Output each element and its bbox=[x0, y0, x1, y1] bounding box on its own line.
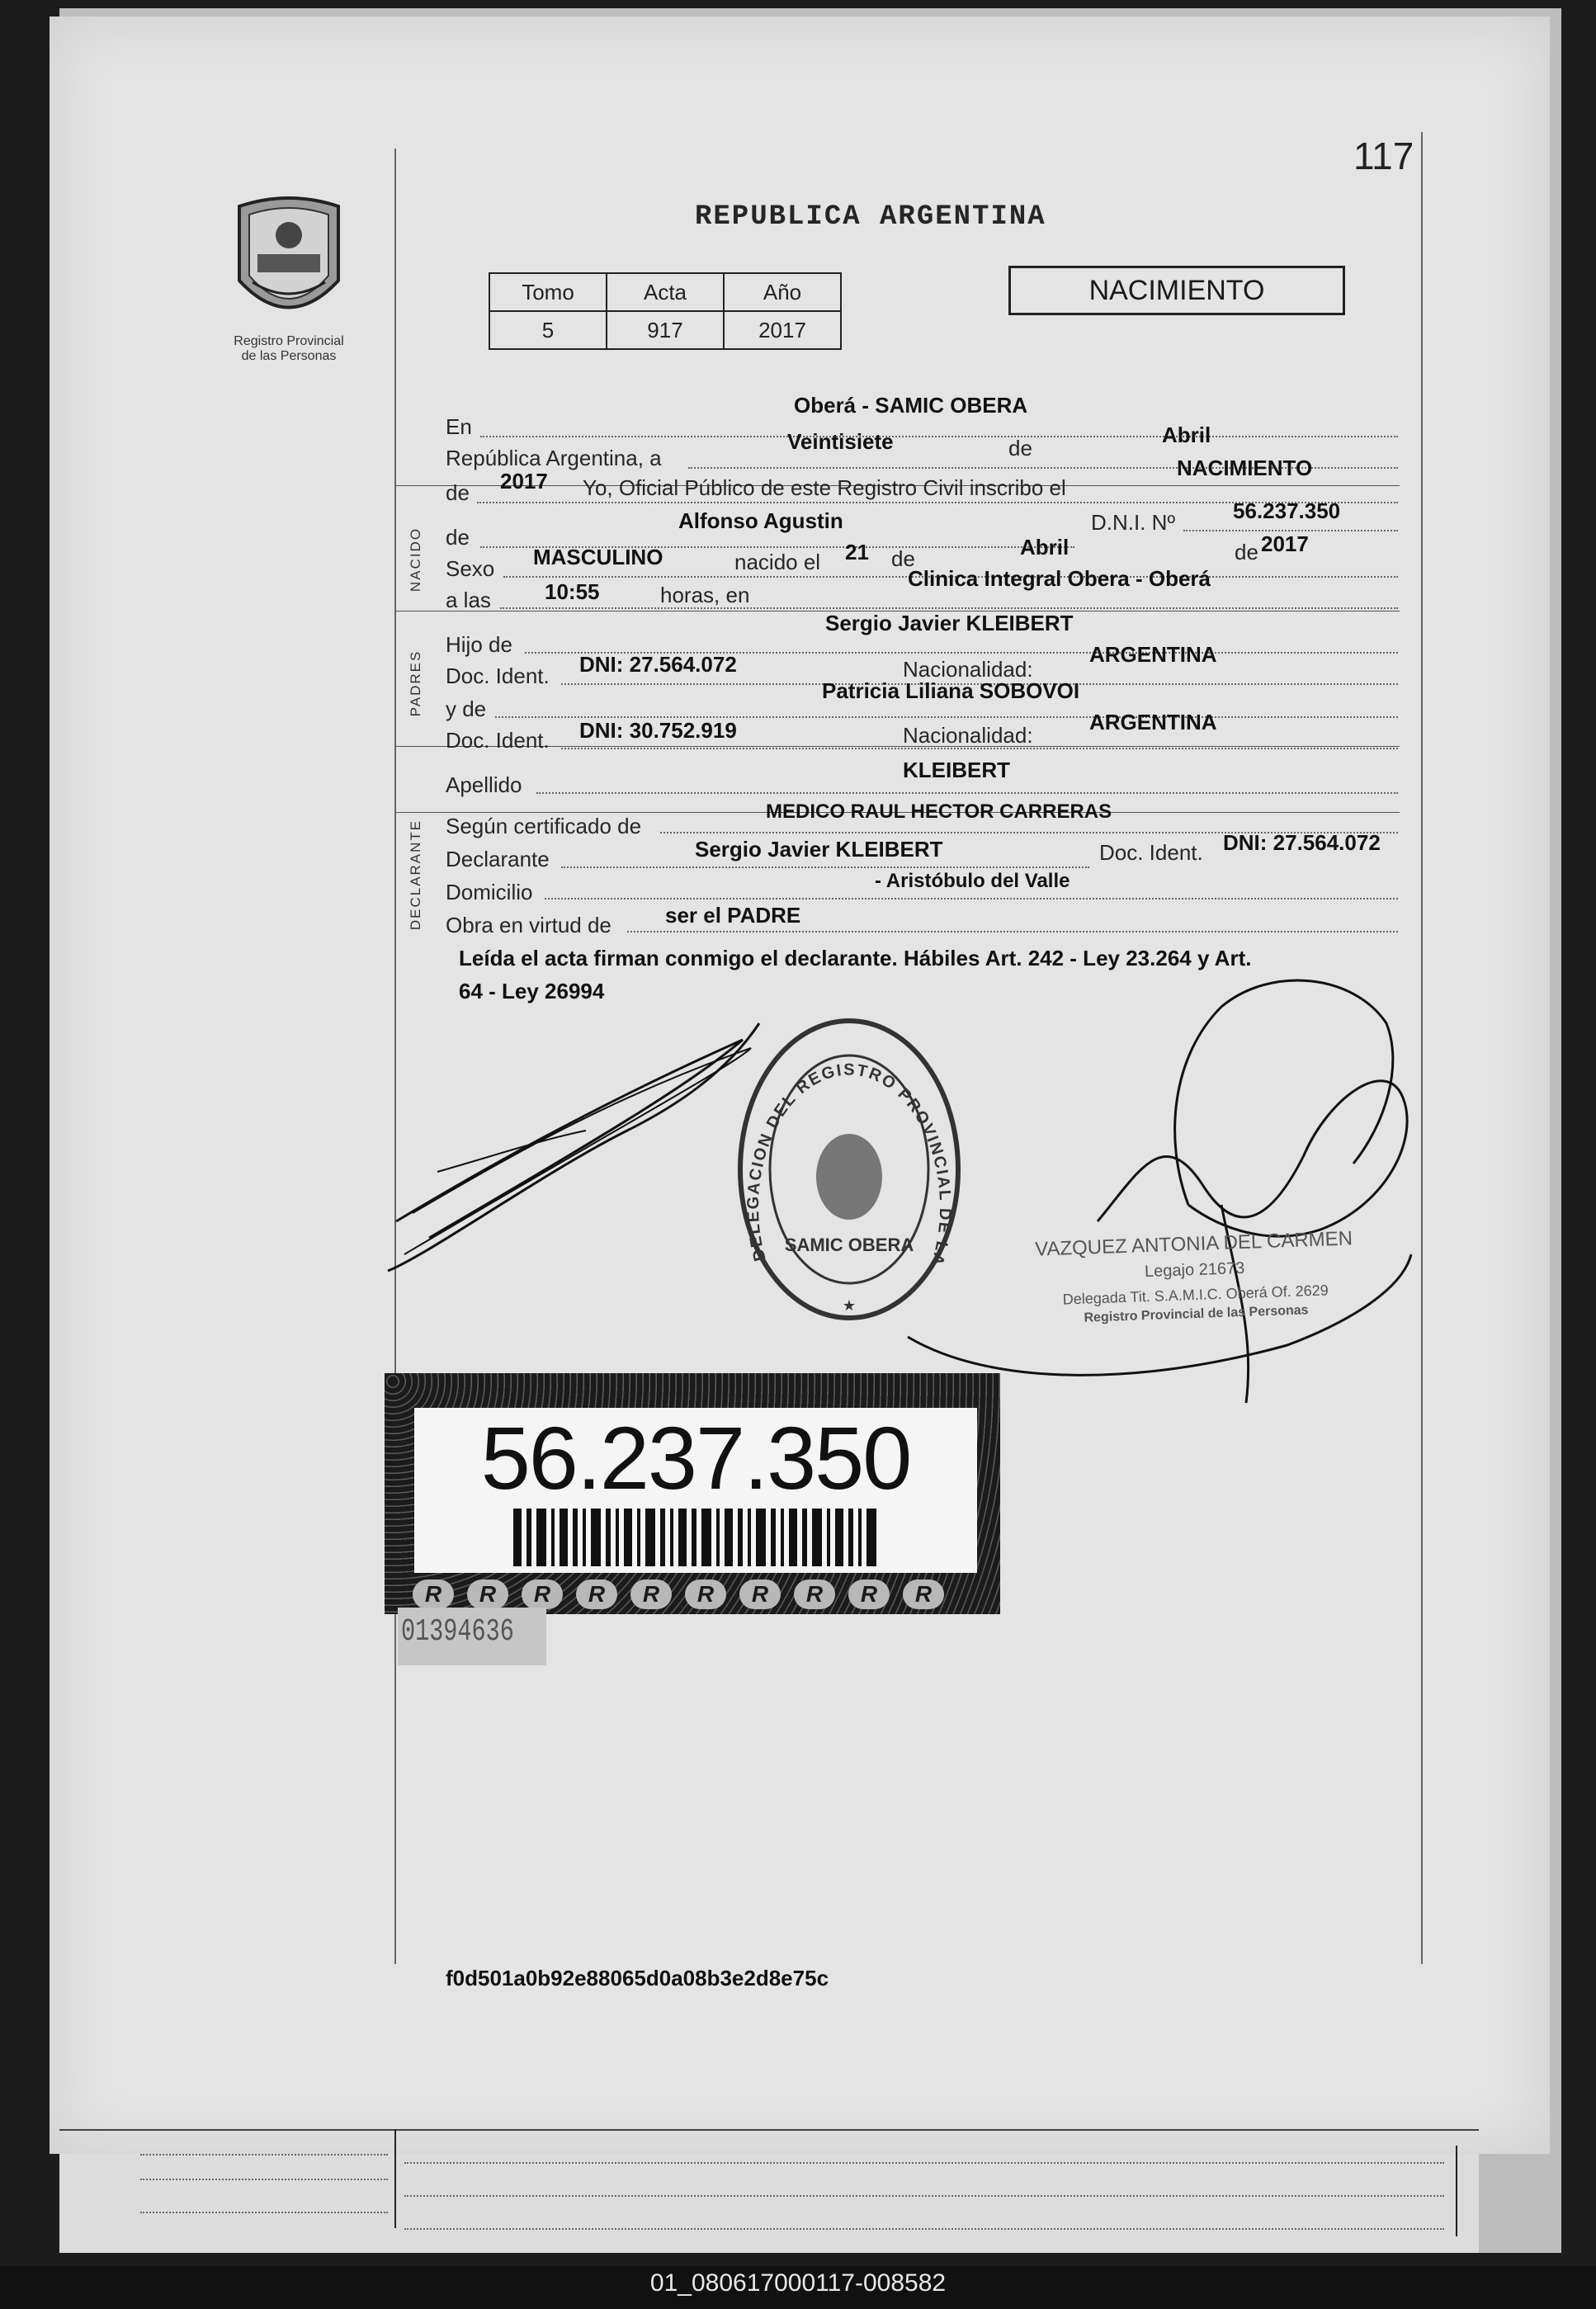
act-type-box: NACIMIENTO bbox=[1008, 266, 1345, 315]
value-madre: Patricia Liliana SOBOVOI bbox=[822, 678, 1080, 703]
stamp-line1: VAZQUEZ ANTONIA DEL CARMEN bbox=[1034, 1227, 1353, 1261]
logo-caption-line2: de las Personas bbox=[241, 349, 337, 363]
label-nacido-el: nacido el bbox=[734, 550, 821, 574]
barcode-r-mark-7: R bbox=[739, 1579, 781, 1609]
label-horas-en: horas, en bbox=[660, 583, 750, 607]
stamp-line4: Registro Provincial de las Personas bbox=[1084, 1303, 1309, 1325]
value-padre-doc: DNI: 27.564.072 bbox=[579, 652, 737, 677]
bottom-strip-divider-right bbox=[1456, 2146, 1457, 2236]
value-nombre: Alfonso Agustin bbox=[678, 508, 843, 533]
province-logo bbox=[223, 190, 355, 380]
label-de: de bbox=[1008, 436, 1032, 460]
barcode-r-mark-8: R bbox=[794, 1579, 835, 1609]
label-sexo: Sexo bbox=[446, 556, 495, 581]
label-segun-certificado: Según certificado de bbox=[446, 814, 642, 838]
label-en: En bbox=[446, 414, 472, 439]
bottom-dots-3 bbox=[140, 2212, 388, 2213]
bottom-dots-2 bbox=[140, 2179, 388, 2180]
svg-text:★: ★ bbox=[842, 1297, 857, 1314]
table-value-anio: 2017 bbox=[724, 311, 841, 349]
label-doc-ident-declarante: Doc. Ident. bbox=[1099, 840, 1203, 865]
bottom-dots-4 bbox=[404, 2162, 1444, 2164]
bottom-dots-6 bbox=[404, 2228, 1444, 2230]
value-certificado: MEDICO RAUL HECTOR CARRERAS bbox=[766, 800, 1112, 823]
table-value-acta: 917 bbox=[607, 311, 724, 349]
label-de-mes: de bbox=[891, 546, 915, 571]
value-mes: Abril bbox=[1162, 423, 1211, 447]
section-label-declarante: DECLARANTE bbox=[408, 819, 423, 931]
value-padre: Sergio Javier KLEIBERT bbox=[825, 611, 1074, 635]
bottom-strip-divider-left bbox=[394, 2129, 396, 2228]
table-header-acta: Acta bbox=[607, 273, 724, 311]
bottom-strip-top-line bbox=[59, 2129, 1479, 2131]
barcode-r-mark-10: R bbox=[903, 1579, 944, 1609]
value-sexo: MASCULINO bbox=[533, 545, 663, 569]
value-hora: 10:55 bbox=[545, 579, 600, 604]
official-signature bbox=[891, 957, 1419, 1419]
barcode-bars bbox=[513, 1509, 881, 1566]
barcode-r-mark-9: R bbox=[848, 1579, 890, 1609]
label-nacionalidad-madre: Nacionalidad: bbox=[903, 723, 1033, 748]
section-label-padres: PADRES bbox=[408, 649, 423, 717]
dotted-line-domicilio bbox=[545, 898, 1398, 900]
label-de-anio: de bbox=[1235, 540, 1258, 564]
dotted-line-hora bbox=[500, 607, 1398, 609]
value-dia-nacimiento: 21 bbox=[845, 540, 869, 564]
value-lugar-nacimiento: Clinica Integral Obera - Oberá bbox=[908, 566, 1211, 591]
value-en-virtud: ser el PADRE bbox=[665, 903, 801, 928]
barcode-r-mark-2: R bbox=[467, 1579, 508, 1609]
dotted-line-en bbox=[480, 436, 1398, 437]
value-madre-nacionalidad: ARGENTINA bbox=[1089, 710, 1217, 734]
table-header-tomo: Tomo bbox=[489, 273, 607, 311]
label-nacionalidad-padre: Nacionalidad: bbox=[903, 657, 1033, 682]
label-apellido: Apellido bbox=[446, 772, 522, 797]
label-declarante: Declarante bbox=[446, 847, 550, 871]
serial-number: 01394636 bbox=[401, 1614, 514, 1650]
label-de-2: de bbox=[446, 480, 470, 505]
footer-id: 01_080617000117-008582 bbox=[649, 2269, 947, 2297]
closing-text-line1: Leída el acta firman conmigo el declarante. Hábiles Art. 242 - Ley 23.264 y Art. bbox=[459, 946, 1252, 970]
dotted-line-apellido bbox=[536, 792, 1398, 794]
value-anio: 2017 bbox=[500, 469, 548, 493]
official-stamp bbox=[1012, 1226, 1378, 1328]
document-hash: f0d501a0b92e88065d0a08b3e2d8e75c bbox=[446, 1966, 829, 1990]
value-declarante-doc: DNI: 27.564.072 bbox=[1223, 830, 1381, 855]
dotted-line-virtud bbox=[627, 931, 1398, 933]
label-y-de: y de bbox=[446, 696, 487, 721]
seal-ring-text: DELEGACION DEL REGISTRO PROVINCIAL DE LA bbox=[744, 1060, 955, 1269]
label-doc-ident-madre: Doc. Ident. bbox=[446, 728, 550, 753]
closing-text-line2: 64 - Ley 26994 bbox=[459, 979, 605, 1003]
barcode-r-mark-6: R bbox=[685, 1579, 726, 1609]
value-dni: 56.237.350 bbox=[1233, 498, 1341, 523]
barcode-r-mark-4: R bbox=[576, 1579, 617, 1609]
stamp-line3: Delegada Tit. S.A.M.I.C. Oberá Of. 2629 bbox=[1062, 1282, 1329, 1308]
barcode-r-mark-1: R bbox=[413, 1579, 454, 1609]
label-de-nacido: de bbox=[446, 525, 470, 550]
logo-caption-line1: Registro Provincial bbox=[234, 334, 344, 348]
label-doc-ident-padre: Doc. Ident. bbox=[446, 663, 550, 688]
label-obra-en-virtud: Obra en virtud de bbox=[446, 913, 611, 937]
table-value-tomo: 5 bbox=[489, 311, 607, 349]
value-lugar: Oberá - SAMIC OBERA bbox=[794, 393, 1028, 418]
seal-center-text: SAMIC OBERA bbox=[784, 1235, 914, 1255]
value-domicilio: - Aristóbulo del Valle bbox=[875, 870, 1070, 892]
label-hijo-de: Hijo de bbox=[446, 632, 512, 657]
country-title: REPUBLICA ARGENTINA bbox=[695, 201, 1046, 233]
stamp-line2: Legajo 21673 bbox=[1144, 1258, 1245, 1282]
registry-table bbox=[489, 272, 842, 350]
value-anio-nacimiento: 2017 bbox=[1261, 531, 1309, 556]
barcode-r-mark-5: R bbox=[630, 1579, 672, 1609]
section-label-nacido: NACIDO bbox=[408, 526, 423, 593]
bottom-dots-5 bbox=[404, 2195, 1444, 2197]
label-dni-no: D.N.I. Nº bbox=[1091, 510, 1175, 535]
coat-of-arms-icon bbox=[223, 190, 355, 334]
label-domicilio: Domicilio bbox=[446, 880, 533, 904]
bottom-dots-1 bbox=[140, 2154, 388, 2156]
label-yo-oficial: Yo, Oficial Público de este Registro Civil inscribo el bbox=[583, 475, 1066, 500]
barcode-r-mark-3: R bbox=[522, 1579, 563, 1609]
label-republica: República Argentina, a bbox=[446, 446, 662, 470]
value-declarante: Sergio Javier KLEIBERT bbox=[695, 837, 943, 862]
value-dia-letras: Veintisiete bbox=[787, 429, 894, 454]
value-acto: NACIMIENTO bbox=[1177, 456, 1313, 480]
dotted-line-declarante bbox=[561, 866, 1089, 868]
page-number: 117 bbox=[1353, 135, 1414, 177]
registry-seal bbox=[733, 1012, 966, 1327]
barcode-number: 56.237.350 bbox=[480, 1408, 911, 1508]
declarant-signature bbox=[380, 1007, 776, 1287]
value-mes-nacimiento: Abril bbox=[1020, 535, 1070, 560]
value-padre-nacionalidad: ARGENTINA bbox=[1089, 642, 1217, 667]
value-apellido: KLEIBERT bbox=[903, 758, 1010, 782]
table-header-anio: Año bbox=[724, 273, 841, 311]
value-madre-doc: DNI: 30.752.919 bbox=[579, 718, 737, 743]
right-margin-line bbox=[1421, 132, 1423, 1964]
label-a-las: a las bbox=[446, 588, 491, 612]
